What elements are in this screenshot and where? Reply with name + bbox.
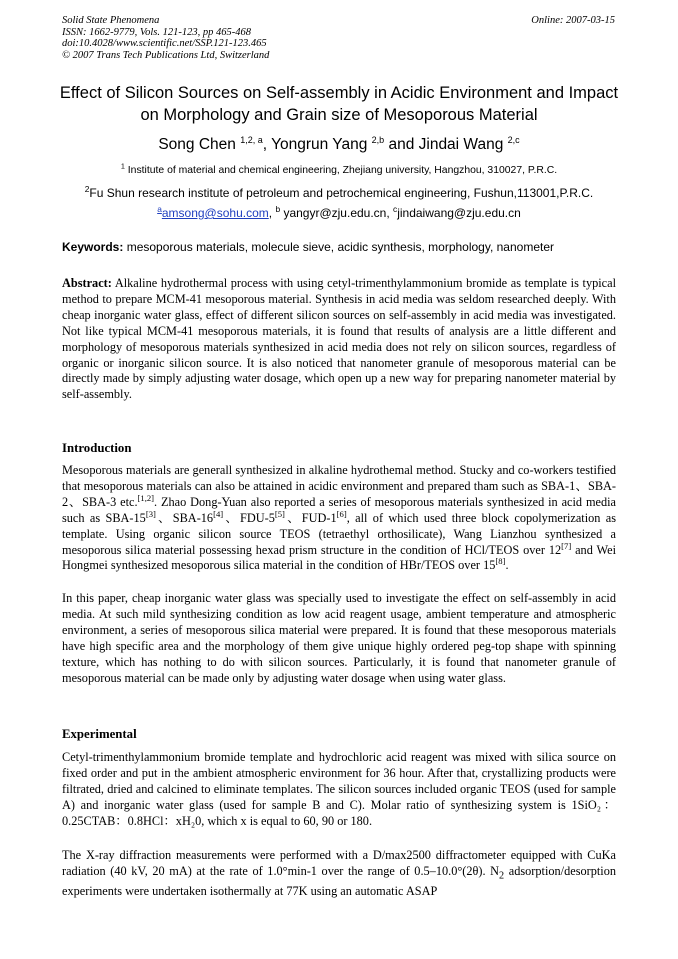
email-link-amsong[interactable]: amsong@sohu.com xyxy=(161,206,269,220)
abstract xyxy=(62,276,616,403)
introduction-paragraph-1: Mesoporous materials are generall synthesized in alkaline hydrothemal method. Stucky and co-workers testified that mesoporous materials can also be attained in acidic environment and prepared tham such as SBA-1、SBA-2、SBA-3 etc.[1,2]. Zhao Dong-Yuan also reported a series of mesoporous materials synthesized in acid media such as SBA-15[3]、SBA-16[4]、FDU-5[5]、FUD-1[6], all of which used three block copolymerization as template. Using organic silicon source TEOS (tetraethyl orthosilicate), Wang Lianzhou synthesized a mesoporous silica material possessing hexad prism structure in the condition of HCl/TEOS over 12[7] and Wei Hongmei synthesized mesoporous silica material in the condition of HBr/TEOS over 15[8]. xyxy=(62,463,617,573)
author-yongrun-yang: Yongrun Yang xyxy=(271,136,372,153)
keywords-text: mesoporous materials, molecule sieve, acidic synthesis, morphology, nanometer xyxy=(123,240,554,254)
abstract-label: Abstract: xyxy=(62,276,112,290)
author-2-affil: 2,b xyxy=(371,135,385,145)
section-heading-experimental: Experimental xyxy=(62,727,137,741)
experimental-paragraph-2: The X-ray diffraction measurements were performed with a D/max2500 diffractometer equipped with CuKa radiation (40 kV, 20 mA) at the rate of 1.0°min-1 over the range of 0.5–10.0°(2θ). $N_2$ adsorption/desorption experiments were undertaken isothermally at 77K using an automatic ASAP xyxy=(62,848,617,899)
author-song-chen: Song Chen xyxy=(158,136,241,153)
journal-issn: ISSN: 1662-9779, Vols. 121-123, pp 465-468 xyxy=(62,26,251,38)
online-date: Online: 2007-03-15 xyxy=(531,15,615,26)
citation: [7] xyxy=(561,540,572,551)
citation: [4] xyxy=(213,508,224,519)
title-line-2: on Morphology and Grain size of Mesoporous Material xyxy=(140,106,538,124)
experimental-paragraph-1: Cetyl-trimenthylammonium bromide template and hydrochloric acid reagent was mixed with silica source on fixed order and put in the ambient atmospheric environment for 36 hour. After that, crystallizing products were filtrated, dried and calcined to eliminate templates. The silicon sources included organic TEOS (used for sample A) and inorganic water glass (used for sample B and C). Molar ratio of synthesizing system is 1SiO₂：0.25CTAB：0.8HCl：xH₂0, which x is equal to 60, 90 or 180. xyxy=(62,750,616,828)
paper-title xyxy=(50,82,628,126)
journal-doi: doi:10.4028/www.scientific.net/SSP.121-123.465 xyxy=(62,38,267,49)
keywords-label: Keywords: xyxy=(62,240,124,254)
keywords xyxy=(62,240,616,254)
email-yangyr: yangyr@zju.edu.cn, xyxy=(280,206,394,220)
affiliation-2: $^2$Fu Shun research institute of petroleum and petrochemical engineering, Fushun,113001,P.R.C. xyxy=(84,184,594,200)
citation: [5] xyxy=(274,508,285,519)
journal-header xyxy=(62,15,269,61)
title-line-1: Effect of Silicon Sources on Self-assembly in Acidic Environment and Impact xyxy=(59,84,619,102)
section-heading-introduction: Introduction xyxy=(62,441,132,455)
introduction-paragraph-2: In this paper, cheap inorganic water glass was specially used to investigate the effect on self-assembly in acid media. At such mild synthesizing condition as low acid reagent usage, ambient temperature and atmospheric environment, a series of mesoporous silica material were prepared. It is found that these mesoporous materials have high specific area and the morphology of them give unique highly ordered peg-top shape with spinning texture, which has nothing to do with silicon sources. Particularly, it is found that nanometer granule of mesoporous material can be made only by adjusting water dosage when using water glass. xyxy=(62,591,616,685)
citation: [8] xyxy=(495,556,506,567)
citation: [3] xyxy=(145,508,156,519)
citation: [6] xyxy=(336,508,347,519)
author-3-affil: 2,c xyxy=(507,135,520,145)
author-list xyxy=(62,136,616,154)
author-1-affil: 1,2, a xyxy=(240,135,263,145)
abstract-text: Alkaline hydrothermal process with using cetyl-trimenthylammonium bromide as template is typical method to prepare MCM-41 mesoporous material. Synthesis in acid media was seldom researched deeply. With cheap inorganic water glass, effect of different silicon sources on self-assembly in acid media was investigated. Not like typical MCM-41 mesoporous materials, it is found that results of analysis are a little different and morphology of mesoporous materials synthesized in acid media does not rely on silicon sources, regardless of organic or inorganic silicon source. It is also noticed that nanometer granule of mesoporous material can be directly made by simply adjusting water dosage, which open up a new way for preparing nanometer material by self-assembly. xyxy=(62,276,616,402)
author-emails: $^a$amsong@sohu.com, $^b$ yangyr@zju.edu.cn, $^c$jindaiwang@zju.edu.cn xyxy=(157,204,521,220)
citation: [1,2] xyxy=(137,492,155,503)
author-jindai-wang: Jindai Wang xyxy=(418,136,508,153)
affiliation-1: $^1$ Institute of material and chemical engineering, Zhejiang university, Hangzhou, 310027, P.R.C. xyxy=(120,161,558,176)
journal-copyright: © 2007 Trans Tech Publications Ltd, Switzerland xyxy=(62,49,270,61)
author-separator: , xyxy=(262,136,272,153)
email-jindaiwang: jindaiwang@zju.edu.cn xyxy=(397,206,521,220)
author-separator-and: and xyxy=(384,136,419,153)
journal-name: Solid State Phenomena xyxy=(62,15,160,26)
